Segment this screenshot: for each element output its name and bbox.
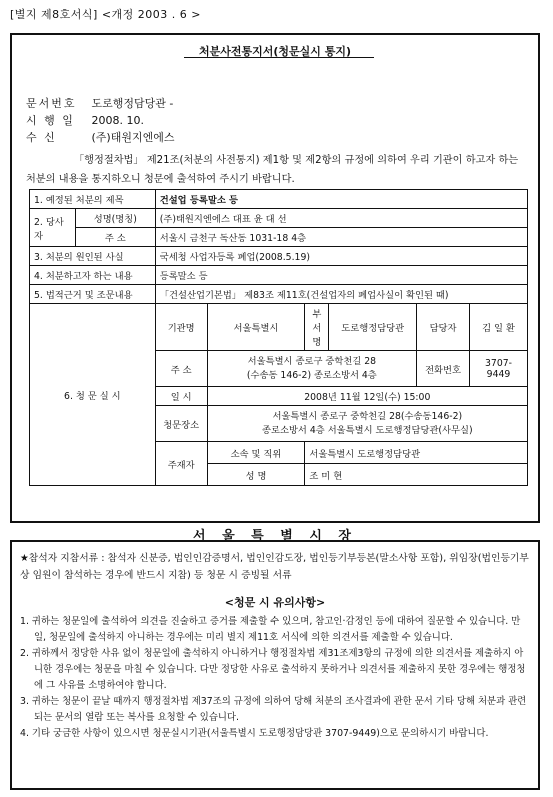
address-label: 주 소 (155, 351, 207, 387)
intro-paragraph: 「행정절차법」 제21조(처분의 사전통지) 제1항 및 제2항의 규정에 의하여 우리 기관이 하고자 하는 처분의 내용을 통지하오니 청문에 출석하여 주시기 바랍니다. (26, 155, 519, 185)
party-address-value: 서울시 금천구 독산동 1031-18 4층 (155, 228, 527, 247)
address-value (207, 351, 417, 387)
row2-label: 2. 당사자 (30, 209, 76, 247)
recipient-value: (주)태원지엔에스 (91, 131, 175, 144)
row1-value: 건설업 등록말소 등 (155, 190, 527, 209)
address-line-1: 서울특별시 종로구 중학천길 28 (247, 355, 377, 367)
issuer-signature: 서 울 특 별 시 장 (193, 529, 357, 544)
row6-label: 6. 청 문 실 시 (30, 304, 156, 486)
host-name-label: 성 명 (207, 464, 305, 486)
row1-label: 1. 예정된 처분의 제목 (30, 190, 156, 209)
notice-item: 3. 귀하는 청문이 끝날 때까지 행정절차법 제37조의 규정에 의하여 당해 처분의 조사결과에 관한 문서 기타 당해 처분과 관련되는 문서의 열람 또는 복사를 요청할 수 있습니다. (20, 696, 527, 723)
person-label: 담당자 (417, 304, 470, 351)
issue-date-value: 2008. 10. (91, 114, 144, 127)
place-line-2: 종로소방서 4층 서울특별시 도로행정담당관(사무실) (261, 424, 473, 436)
form-header: [별지 제8호서식] <개정 2003 . 6 > (10, 8, 201, 21)
datetime-label: 일 시 (155, 387, 207, 406)
doc-number-label: 문서번호 (26, 97, 77, 110)
row5-value: 「건설산업기본법」 제83조 제11호(건설업자의 폐업사실이 확인된 때) (155, 285, 527, 304)
agency-value: 서울특별시 (207, 304, 305, 351)
party-name-value: (주)태원지엔에스 대표 윤 대 선 (155, 209, 527, 228)
host-dept-label: 소속 및 직위 (207, 442, 305, 464)
party-address-label: 주 소 (75, 228, 155, 247)
party-name-label: 성명(명칭) (75, 209, 155, 228)
title-underline (184, 57, 374, 58)
doc-number-value: 도로행정담당관 - (91, 97, 174, 110)
person-value: 김 일 환 (470, 304, 528, 351)
host-dept-value: 서울특별시 도로행정담당관 (305, 442, 528, 464)
host-label: 주재자 (155, 442, 207, 486)
notice-item: 4. 기타 궁금한 사항이 있으시면 청문실시기관(서울특별시 도로행정담당관 3707-9449)으로 문의하시기 바랍니다. (20, 728, 489, 739)
guidance-box (10, 540, 540, 790)
dept-label: 부서명 (305, 304, 329, 351)
place-value (207, 406, 527, 442)
notice-item: 2. 귀하께서 정당한 사유 없이 청문일에 출석하지 아니하거나 행정절차법 제31조제3항의 규정에 의한 의견서를 제출하지 아니한 경우에는 청문을 마칠 수 있습니다. 다만 정당한 사유로 출석하지 못하거나 의견서를 제출하지 못한 경우에는 행정청에 그 사유를 소명하여야 합니다. (20, 648, 526, 691)
place-line-1: 서울특별시 종로구 중학천길 28(수송동146-2) (272, 410, 463, 422)
row3-label: 3. 처분의 원인된 사실 (30, 247, 156, 266)
row4-value: 등록말소 등 (155, 266, 527, 285)
row3-value: 국세청 사업자등록 폐업(2008.5.19) (155, 247, 527, 266)
issue-date-label: 시 행 일 (26, 114, 75, 127)
address-line-2: (수송동 146-2) 종로소방서 4층 (246, 369, 377, 381)
notice-form (10, 33, 540, 544)
phone-value: 3707-9449 (470, 351, 528, 387)
place-label: 청문장소 (155, 406, 207, 442)
datetime-value: 2008년 11월 12일(수) 15:00 (207, 387, 527, 406)
doc-number-row (26, 95, 173, 111)
disposition-table (29, 189, 528, 486)
row5-label: 5. 법적근거 및 조문내용 (30, 285, 156, 304)
notice-item: 1. 귀하는 청문일에 출석하여 의견을 진술하고 증거를 제출할 수 있으며, 참고인·감정인 등에 대하여 질문할 수 있습니다. 만일, 청문일에 출석하지 아니하는 경우에는 미리 별지 제11호 서식에 의한 의견서를 제출할 수 있습니다. (20, 616, 521, 643)
recipient-label: 수 신 (26, 131, 57, 144)
host-name-value: 조 미 현 (305, 464, 528, 486)
attachments-note: ★참석자 지참서류 : 참석자 신분증, 법인인감증명서, 법인인감도장, 법인등기부등본(말소사항 포함), 위임장(법인등기부상 임원이 참석하는 경우에 반드시 지참) 등 청문 시 증빙될 서류 (20, 553, 529, 581)
notice-items (20, 614, 530, 742)
issue-date-row (26, 112, 144, 128)
recipient-row (26, 129, 174, 145)
form-title: 처분사전통지서(청문실시 통지) (198, 45, 352, 58)
row4-label: 4. 처분하고자 하는 내용 (30, 266, 156, 285)
phone-label: 전화번호 (417, 351, 470, 387)
dept-value: 도로행정담당관 (329, 304, 417, 351)
agency-label: 기관명 (155, 304, 207, 351)
notice-title: <청문 시 유의사항> (224, 596, 326, 609)
